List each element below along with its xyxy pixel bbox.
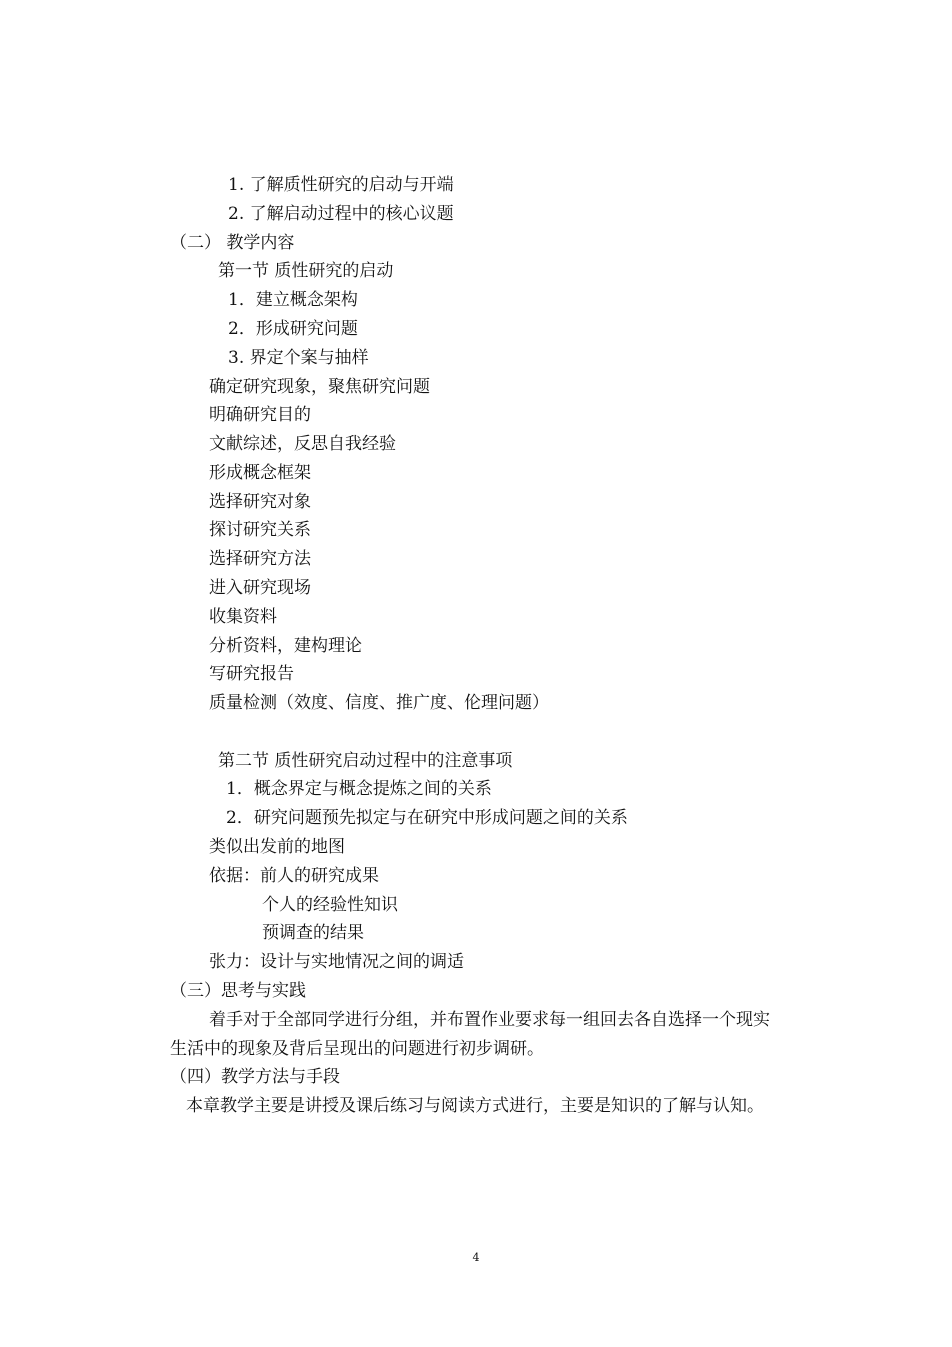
section-heading-teaching-content: （二） 教学内容 bbox=[170, 233, 295, 253]
section-heading-methods: （四）教学方法与手段 bbox=[170, 1067, 340, 1087]
part1-point: 3. 界定个案与抽样 bbox=[228, 348, 369, 368]
part1-point: 1．建立概念架构 bbox=[228, 290, 358, 310]
research-step: 选择研究对象 bbox=[209, 492, 311, 512]
research-step: 明确研究目的 bbox=[209, 405, 311, 425]
research-step: 分析资料，建构理论 bbox=[209, 636, 362, 656]
subsection-title-part1: 第一节 质性研究的启动 bbox=[218, 261, 394, 281]
research-step: 选择研究方法 bbox=[209, 549, 311, 569]
methods-body: 本章教学主要是讲授及课后练习与阅读方式进行，主要是知识的了解与认知。 bbox=[186, 1096, 764, 1116]
practice-body-line: 着手对于全部同学进行分组，并布置作业要求每一组回去各自选择一个现实 bbox=[209, 1010, 770, 1030]
research-step: 确定研究现象，聚焦研究问题 bbox=[209, 377, 430, 397]
tension-line: 张力：设计与实地情况之间的调适 bbox=[209, 952, 464, 972]
research-step: 写研究报告 bbox=[209, 664, 294, 684]
section-heading-practice: （三）思考与实践 bbox=[170, 981, 306, 1001]
research-step: 进入研究现场 bbox=[209, 578, 311, 598]
research-step: 文献综述，反思自我经验 bbox=[209, 434, 396, 454]
basis-item: 个人的经验性知识 bbox=[262, 895, 398, 915]
basis-item: 预调查的结果 bbox=[262, 923, 364, 943]
research-step: 形成概念框架 bbox=[209, 463, 311, 483]
research-step: 收集资料 bbox=[209, 607, 277, 627]
research-step: 探讨研究关系 bbox=[209, 520, 311, 540]
part2-point: 2．研究问题预先拟定与在研究中形成问题之间的关系 bbox=[226, 808, 628, 828]
page-number: 4 bbox=[472, 1251, 480, 1264]
analogy-line: 类似出发前的地图 bbox=[209, 837, 345, 857]
research-step: 质量检测（效度、信度、推广度、伦理问题） bbox=[209, 693, 549, 713]
objective-item: 2. 了解启动过程中的核心议题 bbox=[228, 204, 454, 224]
objective-item: 1. 了解质性研究的启动与开端 bbox=[228, 175, 454, 195]
practice-body-line: 生活中的现象及背后呈现出的问题进行初步调研。 bbox=[170, 1039, 544, 1059]
subsection-title-part2: 第二节 质性研究启动过程中的注意事项 bbox=[218, 751, 513, 771]
part2-point: 1．概念界定与概念提炼之间的关系 bbox=[226, 779, 492, 799]
part1-point: 2．形成研究问题 bbox=[228, 319, 358, 339]
basis-line: 依据：前人的研究成果 bbox=[209, 866, 379, 886]
